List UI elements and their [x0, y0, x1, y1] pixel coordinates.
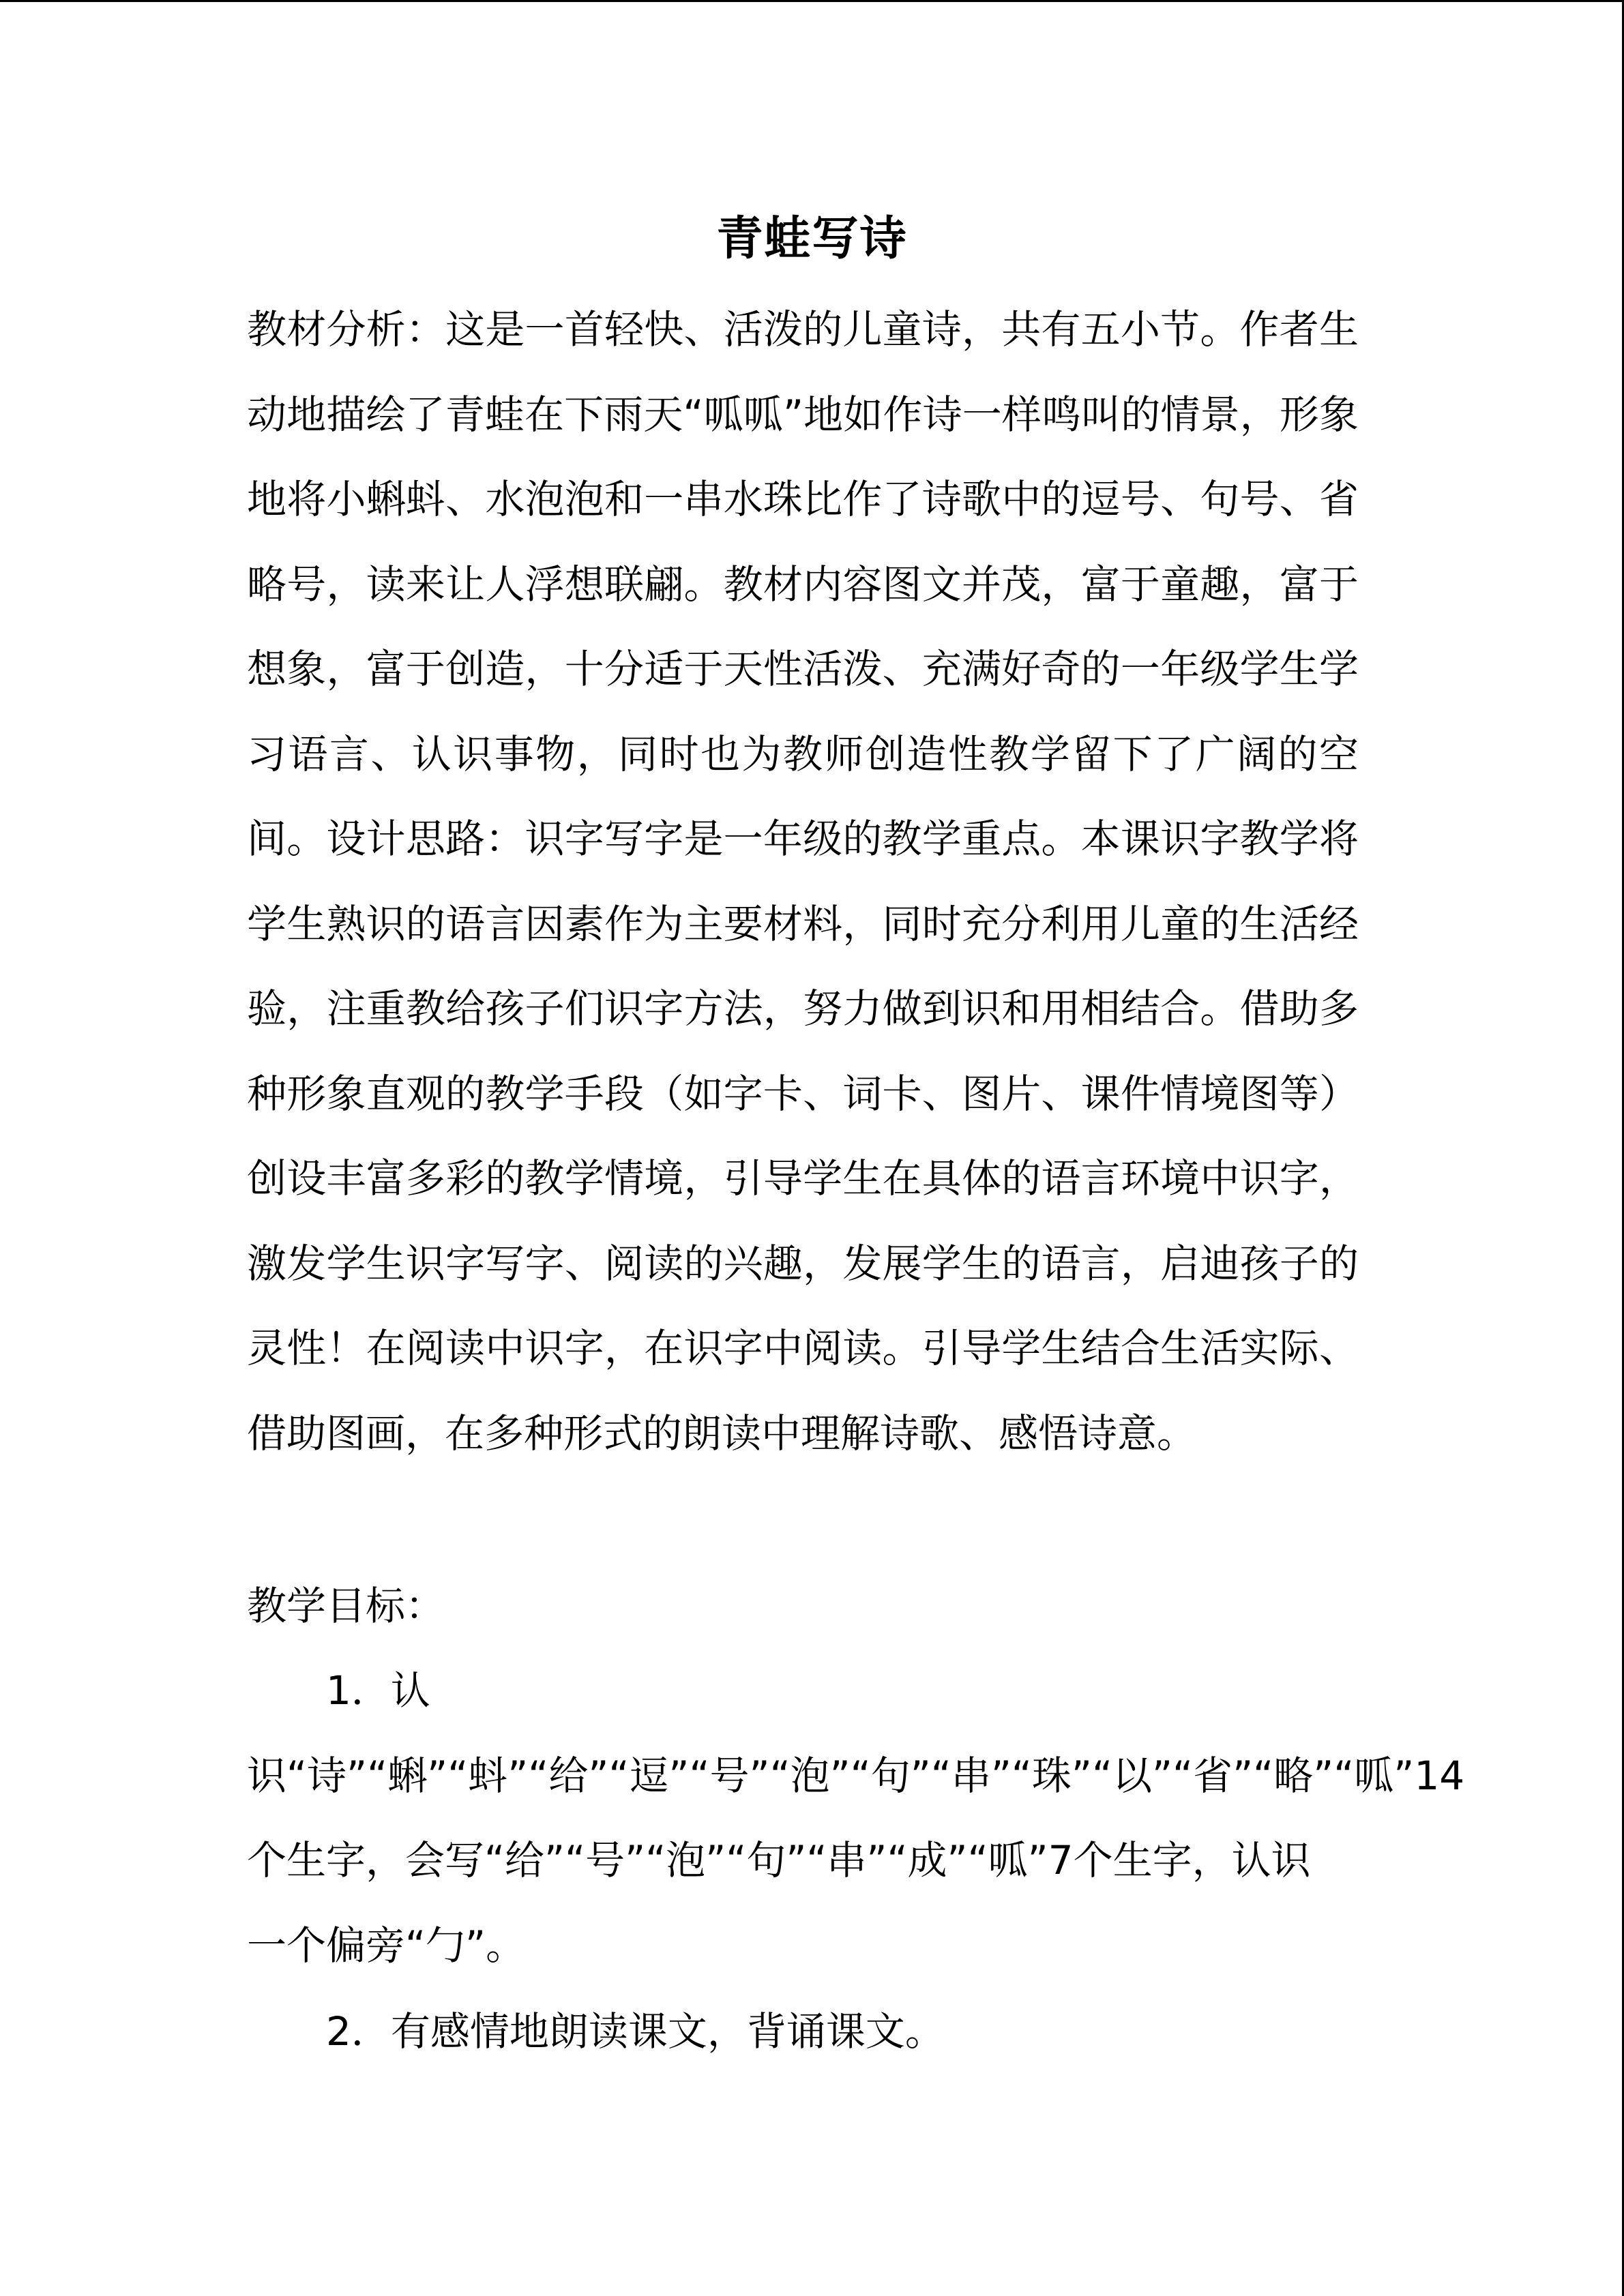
page-title: 青蛙写诗: [716, 212, 908, 266]
analysis-paragraph: 教材分析：这是一首轻快、活泼的儿童诗，共有五小节。作者生动地描绘了青蛙在下雨天“呱呱”地如作诗一样鸣叫的情景，形象地将小蝌蚪、水泡泡和一串水珠比作了诗歌中的逗号、句号、省略号，读来让人浮想联翩。教材内容图文并茂，富于童趣，富于想象，富于创造，十分适于天性活泼、充满好奇的一年级学生学习语言、认识事物，同时也为教师创造性教学留下了广阔的空间。设计思路：识字写字是一年级的教学重点。本课识字教学将学生熟识的语言因素作为主要材料，同时充分利用儿童的生活经验，注重教给孩子们识字方法，努力做到识和用相结合。借助多种形象直观的教学手段（如字卡、词卡、图片、课件情境图等）创设丰富多彩的教学情境，引导学生在具体的语言环境中识字，激发学生识字写字、阅读的兴趣，发展学生的语言，启迪孩子的灵性！在阅读中识字，在识字中阅读。引导学生结合生活实际、借助图画，在多种形式的朗读中理解诗歌、感悟诗意。: [247, 306, 1359, 1457]
goals-heading: 教学目标：: [247, 1583, 445, 1629]
goal-item-2: 2．有感情地朗读课文，背诵课文。: [326, 2008, 945, 2055]
goal-item-1: 1．认识“诗”“蝌”“蚪”“给”“逗”“号”“泡”“句”“串”“珠”“以”“省”“略”“呱”14个生字，会写“给”“号”“泡”“句”“串”“成”“呱”7个生字，认识一个偏旁“勹”。: [247, 1667, 1465, 1969]
